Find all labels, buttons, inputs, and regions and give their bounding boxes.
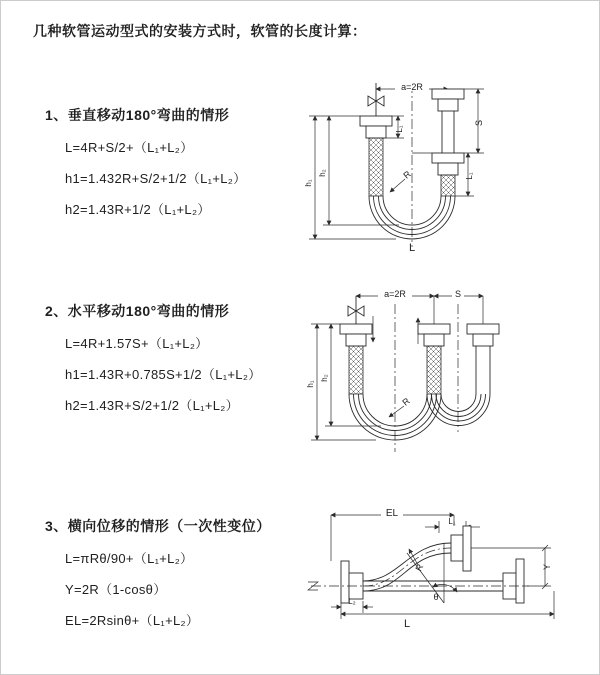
label-l: L [408,242,416,254]
radius-leader [389,406,404,417]
flange [360,116,392,126]
section-lateral [45,516,271,641]
page-title: 几种软管运动型式的安装方式时，软管的长度计算： [33,23,367,39]
label-r: R [413,562,426,573]
hose-s-curve [363,543,451,591]
flange-middle [418,324,450,394]
label-h2: h₂ [320,374,329,382]
formula-h1: h1=1.43R+0.785S+1/2（L₁+L₂） [65,367,262,382]
label-h2: h₂ [318,169,327,177]
label-r: R [401,168,413,181]
label-el: EL [385,508,399,519]
section-horizontal-180 [45,301,261,426]
label-h1: h₁ [306,380,315,388]
flange-left [340,324,372,394]
diagram-horizontal-180 [301,284,561,464]
flange [432,153,464,163]
flange-right [467,324,499,394]
diagram-lateral [297,501,597,656]
label-l1-right: L₁ [465,172,474,180]
formula-Y: Y=2R（1-cosθ） [65,582,167,597]
flange-hub [438,99,458,111]
flange-hub [438,163,458,175]
diagram-vertical-180 [301,65,501,265]
radius-leader [390,179,405,192]
section-heading: 2、水平移动180°弯曲的情形 [45,303,230,319]
label-a2r: a=2R [401,82,423,92]
section-vertical-180 [45,105,246,230]
label-l1: L₁ [448,517,456,526]
hose-u-bend-moved [427,394,490,426]
label-l2: L₂ [348,597,356,606]
formula-h2: h2=1.43R+S/2+1/2（L₁+L₂） [65,398,239,413]
section-heading: 3、横向位移的情形（一次性变位） [45,518,271,534]
flange-hub [366,126,386,138]
label-l1-left: L₁ [395,125,404,133]
flange [432,89,464,99]
formula-h1: h1=1.432R+S/2+1/2（L₁+L₂） [65,171,247,186]
flange-hub [451,535,463,561]
formula-L: L=4R+S/2+（L₁+L₂） [65,140,194,155]
formula-EL: EL=2Rsinθ+（L₁+L₂） [65,613,200,628]
label-a2r: a=2R [384,289,406,299]
label-y: Y [542,563,552,571]
flange [516,559,524,603]
label-theta: θ [433,592,439,602]
label-l: L [403,618,411,630]
label-r: R [400,395,412,408]
label-h1: h₁ [304,179,313,187]
formula-L: L=πRθ/90+（L₁+L₂） [65,551,194,566]
formula-L: L=4R+1.57S+（L₁+L₂） [65,336,209,351]
braided-hose [369,138,383,196]
label-s: S [454,289,462,299]
flange [463,526,471,571]
label-s: S [474,119,484,127]
braided-hose [441,175,455,196]
formula-h2: h2=1.43R+1/2（L₁+L₂） [65,202,211,217]
section-heading: 1、垂直移动180°弯曲的情形 [45,107,230,123]
